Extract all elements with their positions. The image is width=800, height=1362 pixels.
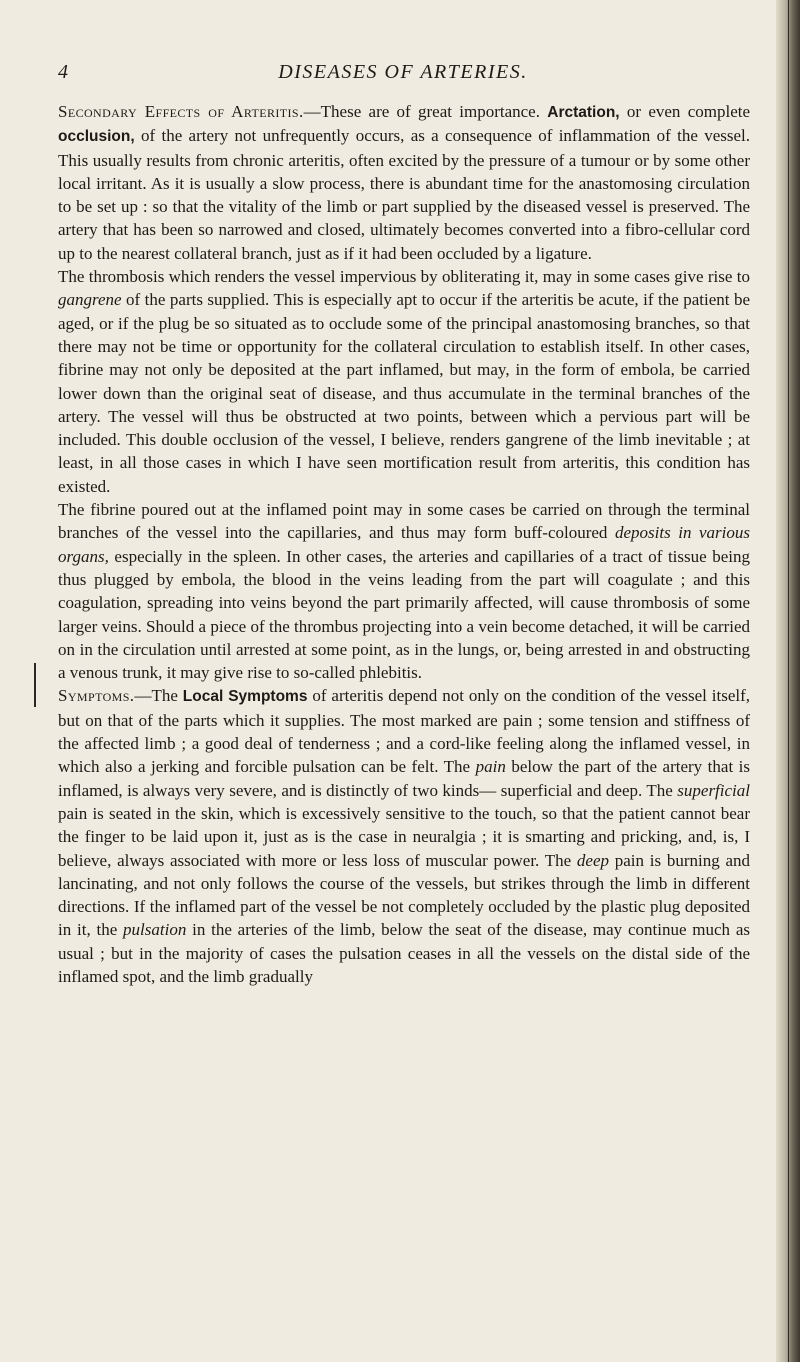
text-run: especially in the spleen. In other cases, the arteries and capillaries of a tract of tissue being thus plugged by embola, the blood in the veins leading from the part will coagulate ; and this coagulation, spreading into veins beyond the part primarily affected, will cause thrombosis of some larger veins. Should a piece of the thrombus projecting into a vein become detached, it will be carried on in the circulation until arrested at some point, as in the lungs, or, being arrested in and obstructing a venous trunk, it may give rise to so-called phlebitis.: [58, 546, 750, 683]
section-heading-symptoms: Symptoms.: [58, 686, 135, 706]
text-run: of the parts supplied. This is especially apt to occur if the arteritis be acute, if the patient be aged, or if the plug be so situated as to occlude some of the principal anastomosing branches, so that there may not be time or opportunity for the collateral circulation to establish itself. In other cases, fibrine may not only be deposited at the part inflamed, but may, in the form of embola, be carried lower down than the original seat of disease, and thus accumulate in the terminal branches of the artery. The vessel will thus be obstructed at two points, between which a pervious part will be included. This double occlusion of the vessel, I believe, renders gangrene of the limb inevitable ; at least, in all those cases in which I have seen mortification result from arteritis, this condition has existed.: [58, 290, 750, 496]
term-arctation: Arctation,: [547, 104, 620, 121]
page-number: 4: [58, 61, 68, 83]
text-run: of arteritis depend not only on the condition of the vessel itself, but on that of the parts which it supplies. The most marked are pain ; some tension and stiffness of the affected limb ; a good deal of tenderness ; and a cord-like feeling along the inflamed vessel, in which also a jerking and forcible pulsation can be felt. The: [58, 686, 751, 777]
binding-shadow-line: [788, 0, 789, 1362]
term-deposits: deposits in various organs,: [58, 523, 750, 566]
paragraph-secondary-effects: [58, 100, 750, 265]
text-run: —These are of great importance.: [303, 102, 548, 121]
text-run: pain is seated in the skin, which is excessively sensitive to the touch, so that the patient cannot bear the finger to be laid upon it, just as is the case in neuralgia ; it is smarting and pricking, and, is, I believe, always associated with more or less loss of muscular power. The: [58, 803, 750, 870]
section-heading-secondary-effects: Secondary Effects of Arteritis.: [58, 102, 304, 121]
term-superficial: superficial: [677, 780, 750, 800]
text-run: The fibrine poured out at the inflamed point may in some cases be carried on through the terminal branches of the vessel into the capillaries, and thus may form buff-coloured: [58, 500, 750, 543]
running-head: [58, 61, 748, 89]
body-text: [58, 100, 750, 988]
text-run: —The: [134, 686, 183, 706]
running-title: DISEASES OF ARTERIES.: [278, 61, 528, 83]
term-deep: deep: [576, 850, 610, 870]
term-local-symptoms: Local Symptoms: [182, 688, 308, 706]
term-occlusion: occlusion,: [58, 128, 135, 146]
text-run: or even complete: [619, 102, 751, 121]
paragraph-thrombosis: [58, 265, 750, 498]
text-run: below the part of the artery that is inflamed, is always very severe, and is distinctly of two kinds— superficial and deep. The: [58, 757, 751, 800]
term-pulsation: pulsation: [123, 920, 187, 940]
text-run: in the arteries of the limb, below the seat of the disease, may continue much as usual ; but in the majority of cases the pulsation ceases in all the vessels on the distal side of the inflamed spot, and the limb gradually: [58, 920, 750, 986]
term-pain: pain: [475, 757, 506, 777]
paragraph-symptoms: [58, 684, 750, 988]
text-run: The thrombosis which renders the vessel impervious by obliterating it, may in some cases give rise to: [58, 267, 750, 287]
paragraph-fibrine-deposits: [58, 498, 750, 684]
term-gangrene: gangrene: [58, 290, 122, 310]
text-run: of the artery not unfrequently occurs, as a consequence of inflammation of the vessel. This usually results from chronic arteritis, often excited by the pressure of a tumour or by some other local irritant. As it is usually a slow process, there is abundant time for the anastomosing circulation to be set up : so that the vitality of the limb or part supplied by the diseased vessel is preserved. The artery that has been so narrowed and closed, ultimately becomes converted into a fibro-cellular cord up to the nearest collateral branch, just as if it had been occluded by a ligature.: [58, 126, 750, 263]
margin-pencil-mark: [34, 663, 36, 707]
text-run: pain is burning and lancinating, and not only follows the course of the vessels, but strikes through the limb in different directions. If the inflamed part of the vessel be not completely occluded by the plastic plug deposited in it, the: [58, 850, 751, 940]
